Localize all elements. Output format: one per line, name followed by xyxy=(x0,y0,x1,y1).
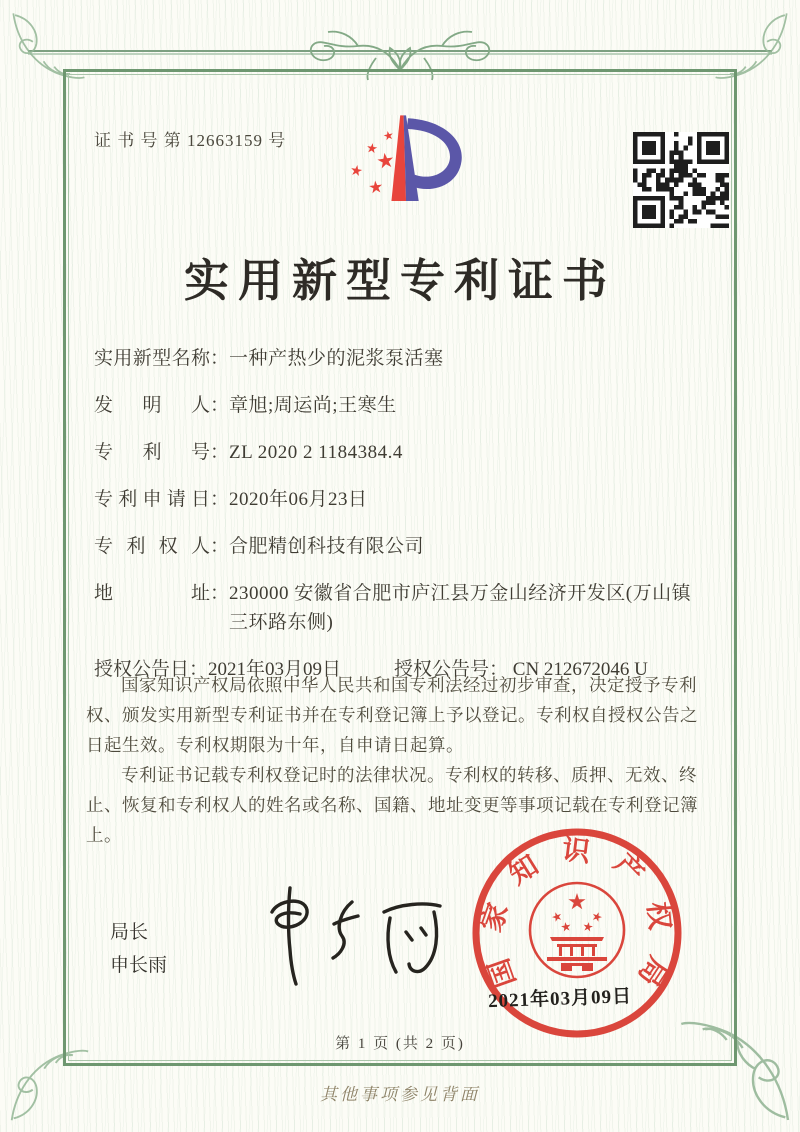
back-side-note: 其他事项参见背面 xyxy=(320,1085,480,1104)
signer-block xyxy=(110,916,167,982)
legal-paragraph-2: 专利证书记载专利权登记时的法律状况。专利权的转移、质押、无效、终止、恢复和专利权人的姓名或名称、国籍、地址变更等事项记载在专利登记簿上。 xyxy=(86,765,698,845)
signer-title: 局长 xyxy=(110,922,149,943)
field-row-address xyxy=(94,579,708,637)
grant-number-value: CN 212672046 U xyxy=(512,659,648,680)
qr-code xyxy=(633,132,729,228)
field-colon: ： xyxy=(210,348,230,369)
field-label: 专利申请日 xyxy=(94,489,210,510)
field-value: 章旭;周运尚;王寒生 xyxy=(229,395,397,416)
field-value: 合肥精创科技有限公司 xyxy=(229,536,425,557)
page-number: 第 1 页 (共 2 页) xyxy=(335,1036,465,1052)
signer-name: 申长雨 xyxy=(110,955,168,976)
certificate-number: 证 书 号 第 12663159 号 xyxy=(94,131,287,150)
field-colon: ： xyxy=(210,536,230,557)
seal-org-text: 国家知识产权局 xyxy=(476,834,677,1010)
certificate-title: 实用新型专利证书 xyxy=(183,256,616,306)
field-row-patentee xyxy=(94,532,708,561)
field-colon: ： xyxy=(210,489,230,510)
field-label: 实用新型名称 xyxy=(94,348,210,369)
field-label: 发明人 xyxy=(94,395,210,416)
cnipa-logo-icon xyxy=(334,100,480,228)
field-colon: ： xyxy=(210,442,230,463)
field-list xyxy=(94,344,708,684)
field-label: 地址 xyxy=(94,583,210,604)
field-colon: ： xyxy=(189,659,209,680)
field-value: 230000 安徽省合肥市庐江县万金山经济开发区(万山镇三环路东侧) xyxy=(229,583,692,633)
legal-text xyxy=(86,670,714,850)
grant-date-value: 2021年03月09日 xyxy=(208,659,342,680)
director-signature-icon xyxy=(238,876,468,1001)
field-value: 2020年06月23日 xyxy=(229,489,368,510)
field-colon: ： xyxy=(489,659,509,680)
field-value: ZL 2020 2 1184384.4 xyxy=(229,442,403,463)
field-row-inventors xyxy=(94,391,708,420)
seal-date: 2021年03月09日 xyxy=(487,986,633,1013)
field-colon: ： xyxy=(210,583,230,604)
field-row-name xyxy=(94,344,708,373)
grant-number-label: 授权公告号 xyxy=(394,659,490,680)
field-label: 专利号 xyxy=(94,442,210,463)
legal-paragraph-1: 国家知识产权局依照中华人民共和国专利法经过初步审查，决定授予专利权、颁发实用新型专利证书并在专利登记簿上予以登记。专利权自授权公告之日起生效。专利权期限为十年，自申请日起算。 xyxy=(86,675,698,755)
field-row-filing-date xyxy=(94,485,708,514)
field-value: 一种产热少的泥浆泵活塞 xyxy=(229,348,444,369)
field-row-patent-number xyxy=(94,438,708,467)
grant-date-label: 授权公告日 xyxy=(94,659,190,680)
field-colon: ： xyxy=(210,395,230,416)
field-label: 专利权人 xyxy=(94,536,210,557)
